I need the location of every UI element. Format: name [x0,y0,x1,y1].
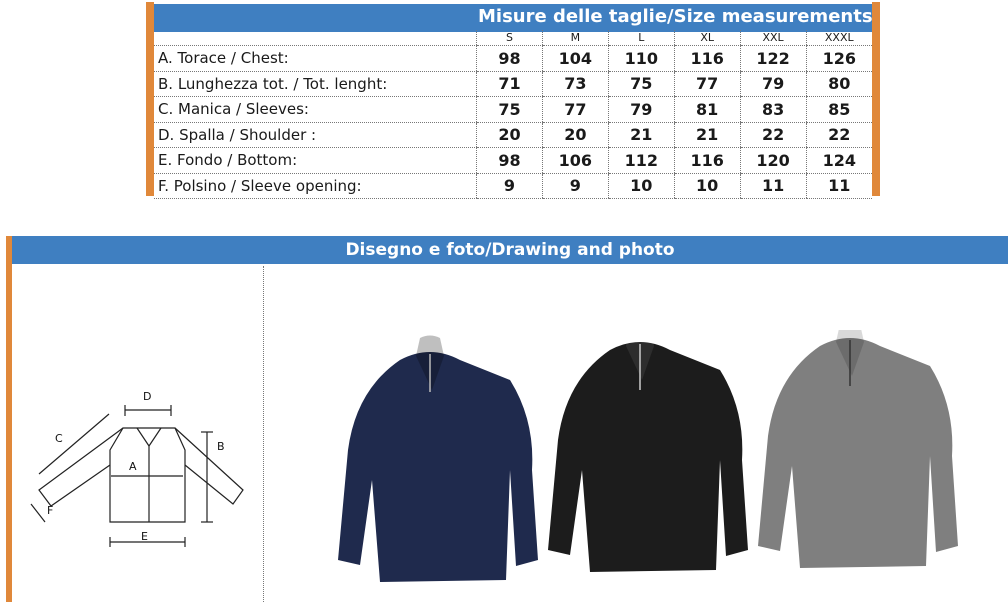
cell-value: 116 [674,148,740,174]
cell-value: 83 [740,97,806,123]
size-header-empty [154,30,477,46]
diagram-label-a: A [129,460,137,473]
size-label: M [542,30,608,46]
diagram-label-d: D [143,390,152,403]
size-label: L [608,30,674,46]
diagram-label-c: C [55,432,63,445]
size-label: XL [674,30,740,46]
diagram-label-b: B [217,440,225,453]
table-row [154,148,872,174]
sweater-photo-black [548,330,748,572]
size-label: S [477,30,543,46]
cell-value: 75 [608,71,674,97]
diagram-label-e: E [141,530,148,543]
cell-value: 9 [477,173,543,199]
table-row [154,122,872,148]
cell-value: 11 [806,173,872,199]
cell-value: 80 [806,71,872,97]
row-label: B. Lunghezza tot. / Tot. lenght: [154,71,477,97]
cell-value: 81 [674,97,740,123]
cell-value: 106 [542,148,608,174]
table-right-accent [872,2,880,196]
cell-value: 79 [608,97,674,123]
size-label: XXXL [806,30,872,46]
cell-value: 71 [477,71,543,97]
cell-value: 9 [542,173,608,199]
table-left-accent [146,2,154,196]
cell-value: 22 [806,122,872,148]
size-table-title: Misure delle taglie/Size measurements [cm] [478,6,925,27]
section-left-accent [6,236,12,602]
garment-body-outline [110,428,185,522]
cell-value: 79 [740,71,806,97]
cell-value: 124 [806,148,872,174]
cell-value: 10 [674,173,740,199]
dimension-f-line [31,504,45,522]
cell-value: 77 [674,71,740,97]
cell-value: 98 [477,148,543,174]
row-label: C. Manica / Sleeves: [154,97,477,123]
sweater-photo-grey [758,330,958,568]
cell-value: 20 [542,122,608,148]
garment-collar-outline [137,428,161,446]
cell-value: 75 [477,97,543,123]
cell-value: 112 [608,148,674,174]
sweater-photo-navy [338,336,538,583]
cell-value: 120 [740,148,806,174]
cell-value: 104 [542,46,608,72]
row-label: A. Torace / Chest: [154,46,477,72]
row-label: E. Fondo / Bottom: [154,148,477,174]
cell-value: 110 [608,46,674,72]
cell-value: 21 [608,122,674,148]
size-label: XXL [740,30,806,46]
row-label: F. Polsino / Sleeve opening: [154,173,477,199]
cell-value: 116 [674,46,740,72]
section-title: Disegno e foto/Drawing and photo [345,240,675,260]
cell-value: 10 [608,173,674,199]
cell-value: 20 [477,122,543,148]
dimension-c-line [39,414,109,474]
cell-value: 98 [477,46,543,72]
table-row [154,46,872,72]
cell-value: 85 [806,97,872,123]
diagram-label-f: F [47,504,54,517]
table-row [154,71,872,97]
size-grid [154,30,872,199]
cell-value: 77 [542,97,608,123]
row-label: D. Spalla / Shoulder : [154,122,477,148]
cell-value: 21 [674,122,740,148]
measurement-diagram [25,380,255,560]
cell-value: 73 [542,71,608,97]
cell-value: 126 [806,46,872,72]
table-row [154,97,872,123]
cell-value: 122 [740,46,806,72]
size-header-row [154,30,872,46]
section-divider [263,266,264,602]
cell-value: 11 [740,173,806,199]
table-row [154,173,872,199]
cell-value: 22 [740,122,806,148]
product-photos [320,330,1000,600]
